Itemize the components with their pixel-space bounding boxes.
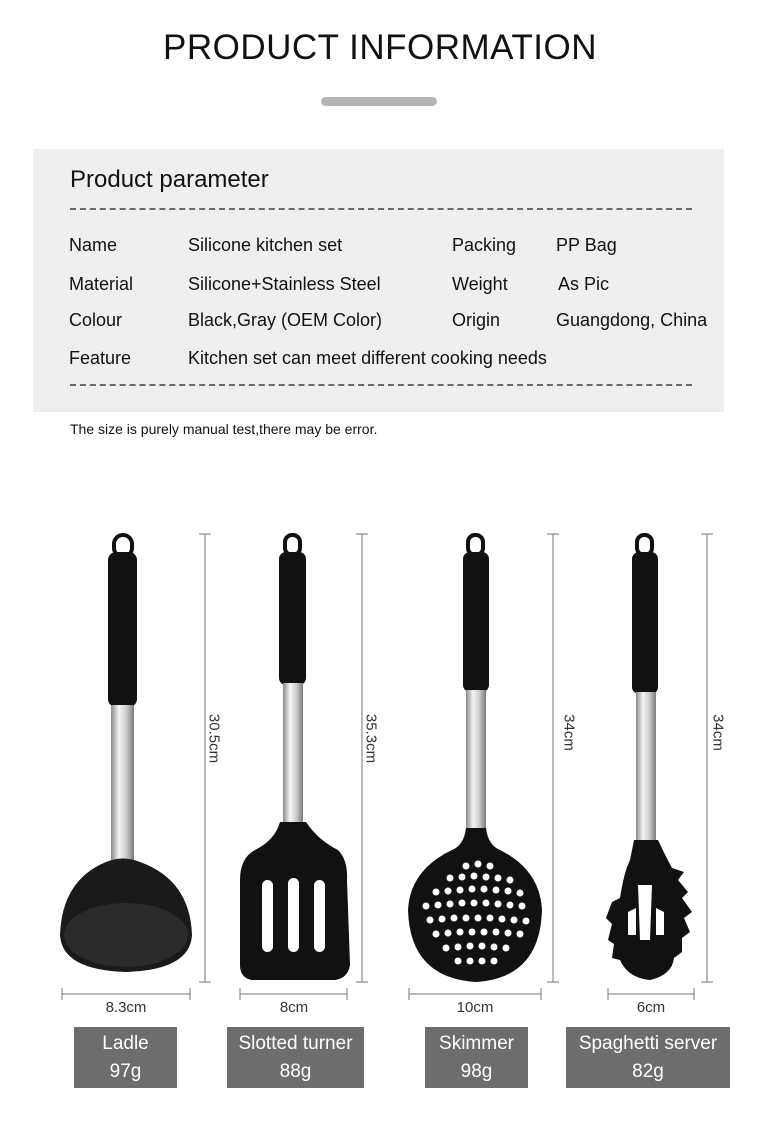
param-key-packing: Packing: [452, 235, 517, 255]
slotted-turner-name: Slotted turner: [238, 1033, 353, 1054]
spaghetti-server-length: 34cm: [709, 714, 727, 751]
param-value-colour: Black,Gray (OEM Color): [188, 310, 383, 330]
spaghetti-server-weight: 82g: [632, 1061, 664, 1082]
param-key-colour: Colour: [69, 310, 123, 330]
skimmer-width: 10cm: [456, 999, 494, 1016]
param-value-weight: As Pic: [558, 274, 610, 294]
slotted-turner-weight: 88g: [279, 1061, 312, 1082]
skimmer-length: 34cm: [560, 714, 578, 751]
skimmer-name: Skimmer: [439, 1033, 514, 1054]
slotted-turner-width: 8cm: [279, 999, 309, 1016]
skimmer-label: [425, 1027, 528, 1088]
skimmer-weight: 98g: [460, 1061, 493, 1082]
title-underline: [321, 97, 437, 106]
param-key-name: Name: [69, 235, 118, 255]
spaghetti-server-label: [566, 1027, 730, 1088]
page-title: PRODUCT INFORMATION: [162, 28, 598, 67]
ladle-length: 30.5cm: [205, 713, 223, 764]
param-value-origin: Guangdong, China: [556, 310, 708, 330]
param-key-feature: Feature: [69, 348, 132, 368]
param-key-origin: Origin: [452, 310, 501, 330]
utensil-illustrations: [0, 520, 760, 1030]
param-value-feature: Kitchen set can meet different cooking needs: [188, 348, 547, 368]
dashed-divider-bottom: [70, 384, 692, 386]
ladle-weight: 97g: [109, 1061, 142, 1082]
spaghetti-server-image: [606, 535, 692, 980]
skimmer-image: [408, 535, 542, 982]
parameter-heading: Product parameter: [70, 166, 269, 193]
measurement-note: The size is purely manual test,there may be error.: [70, 421, 378, 437]
ladle-image: [60, 535, 192, 972]
dashed-divider-top: [70, 208, 692, 210]
param-key-weight: Weight: [452, 274, 508, 294]
ladle-label: [74, 1027, 177, 1088]
slotted-turner-length: 35.3cm: [362, 713, 380, 764]
ladle-width: 8.3cm: [105, 999, 147, 1016]
param-key-material: Material: [69, 274, 134, 294]
ladle-name: Ladle: [102, 1033, 149, 1054]
slotted-turner-image: [240, 535, 350, 980]
param-value-packing: PP Bag: [556, 235, 617, 255]
slotted-turner-label: [227, 1027, 364, 1088]
param-value-name: Silicone kitchen set: [188, 235, 343, 255]
spaghetti-server-name: Spaghetti server: [578, 1033, 718, 1054]
param-value-material: Silicone+Stainless Steel: [188, 274, 381, 294]
spaghetti-server-width: 6cm: [636, 999, 666, 1016]
